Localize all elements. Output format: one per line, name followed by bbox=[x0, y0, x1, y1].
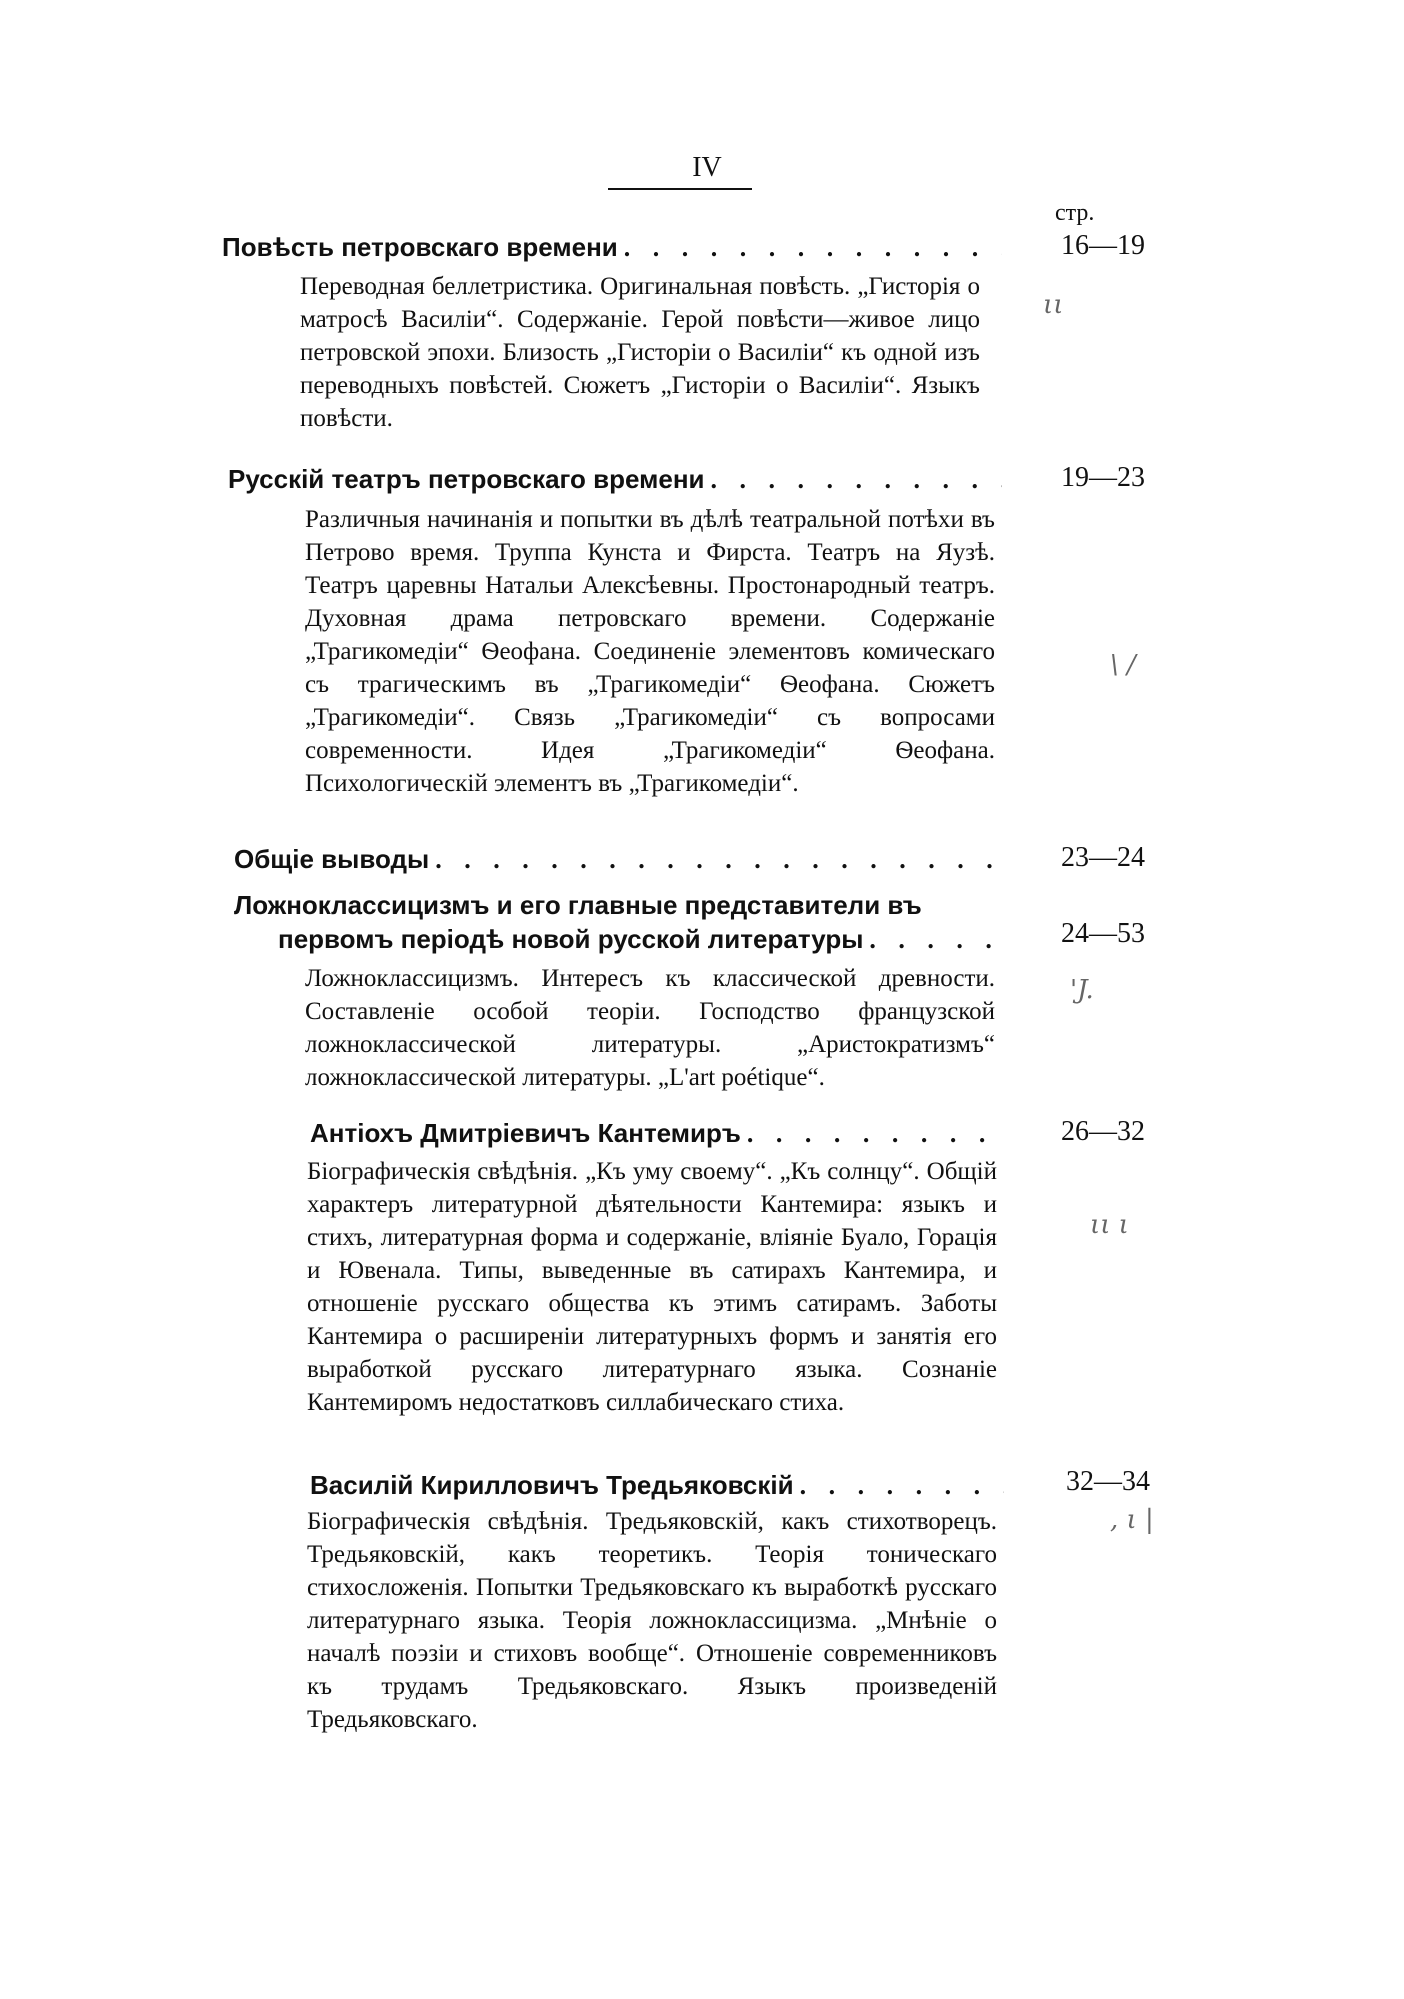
entry-title: Антіохъ Дмитріевичъ Кантемиръ bbox=[310, 1118, 741, 1148]
entry-heading[interactable] bbox=[310, 1470, 1004, 1506]
dot-leader bbox=[747, 1119, 1004, 1149]
page-column-label: стр. bbox=[1055, 200, 1095, 226]
entry-description: Различныя начинанія и попытки въ дѣлѣ театральной потѣхи въ Петрово время. Труппа Кунста и Фирста. Театръ на Яузѣ. Театръ царевны Натальи Алексѣевны. Простонародный театръ. Духовная драма петровскаго времени. Содержаніе „Трагикомедіи“ Ѳеофана. Соединеніе элементовъ комическаго съ трагическимъ въ „Трагикомедіи“ Ѳеофана. Сюжетъ „Трагикомедіи“. Связь „Трагикомедіи“ съ вопросами современности. Идея „Трагикомедіи“ Ѳеофана. Психологическій элементъ въ „Трагикомедіи“. bbox=[305, 506, 995, 797]
entry-pages: 23—24 bbox=[1061, 842, 1145, 873]
entry-title: первомъ періодѣ новой русской литературы bbox=[278, 924, 864, 954]
entry-heading[interactable] bbox=[234, 844, 1002, 880]
dot-leader bbox=[711, 465, 1002, 495]
margin-mark: \ / bbox=[1110, 650, 1136, 680]
entry-pages: 32—34 bbox=[1066, 1466, 1150, 1497]
entry-pages: 24—53 bbox=[1061, 918, 1145, 949]
entry-heading[interactable] bbox=[222, 232, 1002, 268]
entry-heading[interactable] bbox=[310, 1118, 1004, 1154]
entry-title: Русскій театръ петровскаго времени bbox=[228, 464, 705, 494]
entry-title: Ложноклассицизмъ и его главные представители въ bbox=[234, 890, 922, 920]
entry-pages: 19—23 bbox=[1061, 462, 1145, 493]
entry-description: Біографическія свѣдѣнія. „Къ уму своему“. „Къ солнцу“. Общій характеръ литературной дѣятельности Кантемира: языкъ и стихъ, литературная форма и содержаніе, вліяніе Буало, Горація и Ювенала. Типы, выведенные въ сатирахъ Кантемира, и отношеніе русскаго общества къ этимъ сатирамъ. Заботы Кантемира о расширеніи литературныхъ формъ и занятія его выработкой русскаго литературнаго языка. Сознаніе Кантемиромъ недостатковъ силлабическаго стиха. bbox=[307, 1158, 997, 1416]
dot-leader bbox=[624, 233, 1002, 263]
margin-mark: , ι | bbox=[1110, 1505, 1154, 1535]
entry-title: Общіе выводы bbox=[234, 844, 430, 874]
entry-description: Біографическія свѣдѣнія. Тредьяковскій, какъ стихотворецъ. Тредьяковскій, какъ теоретикъ. Теорія тоническаго стихосложенія. Попытки Тредьяковскаго къ выработкѣ русскаго литературнаго языка. Теорія ложноклассицизма. „Мнѣніе о началѣ поэзіи и стиховъ вообще“. Отношеніе современниковъ къ трудамъ Тредьяковскаго. Языкъ произведеній Тредьяковскаго. bbox=[307, 1508, 997, 1733]
entry-title: Василій Кирилловичъ Тредьяковскій bbox=[310, 1470, 794, 1500]
entry-title: Повѣсть петровскаго времени bbox=[222, 232, 618, 262]
entry-heading-line-1[interactable] bbox=[234, 890, 1004, 926]
dot-leader bbox=[800, 1471, 1004, 1501]
margin-mark: ιι bbox=[1043, 290, 1064, 320]
dot-leader bbox=[869, 925, 1002, 955]
margin-mark: 'J. bbox=[1070, 975, 1094, 1005]
entry-description: Переводная беллетристика. Оригинальная повѣсть. „Гисторія о матросѣ Василіи“. Содержаніе. Герой повѣсти—живое лицо петровской эпохи. Близость „Гисторіи о Василіи“ къ одной изъ переводныхъ повѣстей. Сюжетъ „Гисторіи о Василіи“. Языкъ повѣсти. bbox=[300, 273, 980, 432]
entry-heading-line-2[interactable] bbox=[278, 924, 1002, 960]
entry-description: Ложноклассицизмъ. Интересъ къ классической древности. Составленіе особой теоріи. Господство французской ложноклассической литературы. „Аристократизмъ“ ложноклассической литературы. „L'art poétique“. bbox=[305, 965, 995, 1091]
entry-pages: 16—19 bbox=[1061, 230, 1145, 261]
page-number: IV bbox=[692, 152, 722, 183]
header-rule bbox=[608, 188, 752, 190]
margin-mark: ιι ι bbox=[1090, 1210, 1129, 1240]
entry-pages: 26—32 bbox=[1061, 1116, 1145, 1147]
dot-leader bbox=[435, 845, 1002, 875]
entry-heading[interactable] bbox=[228, 464, 1002, 500]
